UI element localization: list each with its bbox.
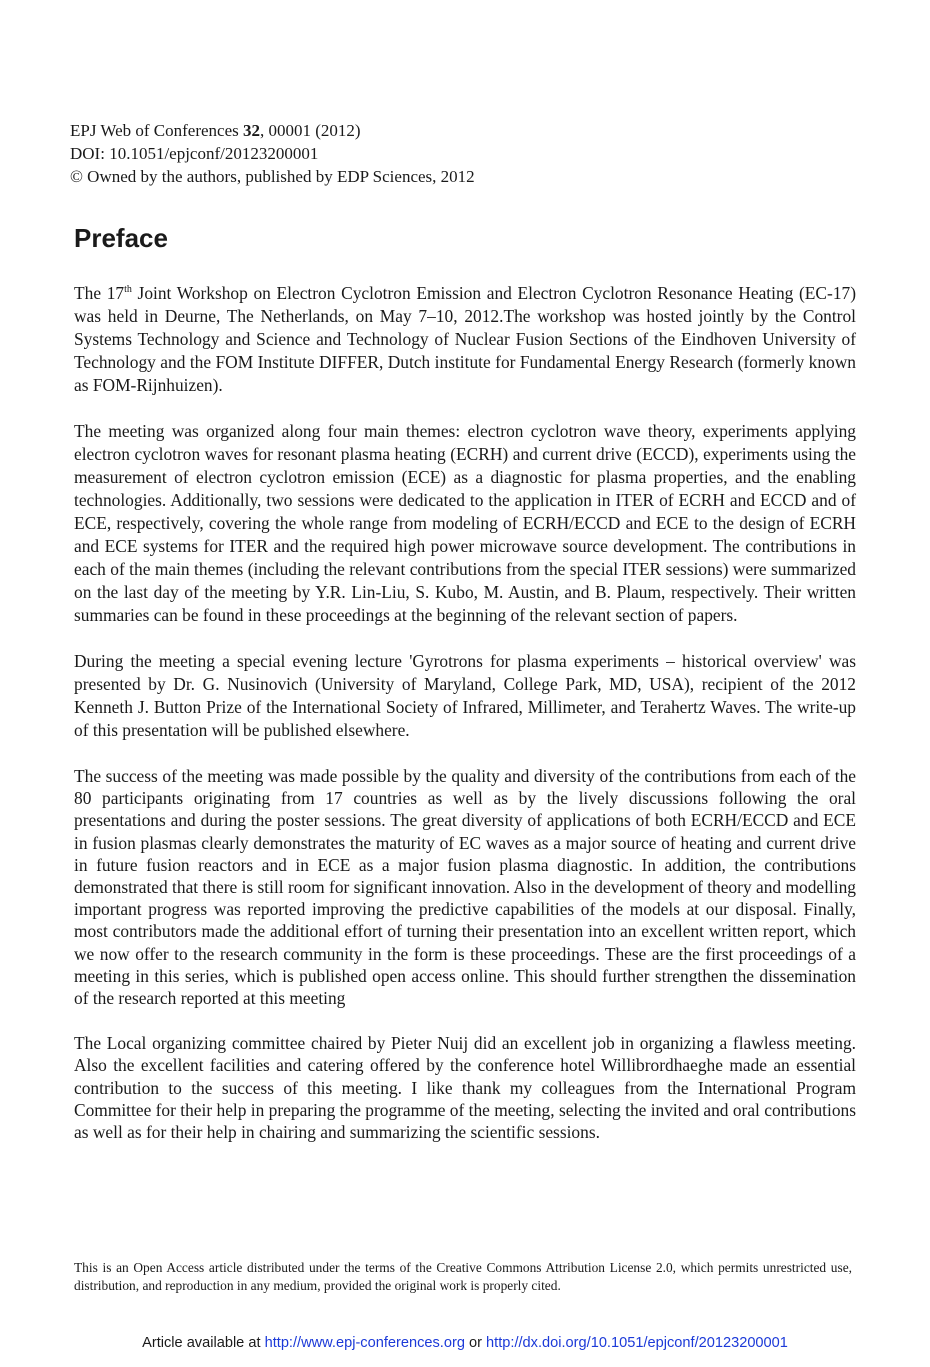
journal-citation [70,119,475,142]
copyright-icon: © [70,167,83,186]
paragraph-workshop-intro [74,282,856,397]
paragraph-evening-lecture: During the meeting a special evening lecture 'Gyrotrons for plasma experiments – historical overview' was presented by Dr. G. Nusinovich (University of Maryland, College Park, MD, USA), recipient of the 2012 Kenneth J. Button Prize of the International Society of Infrared, Millimeter, and Terahertz Waves. The write-up of this presentation will be published elsewhere. [74,651,856,740]
doi-line: DOI: 10.1051/epjconf/20123200001 [70,144,319,163]
paragraph-acknowledgements: The Local organizing committee chaired by Pieter Nuij did an excellent job in organizing a flawless meeting. Also the excellent facilities and catering offered by the conference hotel Willibrordhaeghe made an essential contribution to the success of this meeting. I like thank my colleagues from the International Program Committee for their help in preparing the programme of the meeting, selecting the invited and oral contributions as well as for their help in chairing and summarizing the scientific sessions. [74,1033,856,1143]
p1-start: The 17 [74,283,125,303]
page-footer [0,1333,930,1353]
footer-or: or [464,1335,487,1351]
footer-prefix: Article available at [142,1335,265,1351]
p1-rest: Joint Workshop on Electron Cyclotron Emission and Electron Cyclotron Resonance Heating (EC-17) was held in Deurne, The Netherlands, on May 7–10, 2012.The workshop was hosted jointly by the Control Systems Technology and Science and Technology of Nuclear Fusion Sections of the Eindhoven University of Technology and the FOM Institute DIFFER, Dutch institute for Fundamental Energy Research (formerly known as FOM-Rijnhuizen). [74,283,857,395]
ordinal-superscript: th [124,284,132,295]
open-access-footnote: This is an Open Access article distributed under the terms of the Creative Commons Attribution License 2.0, which permits unrestricted use, distribution, and reproduction in any medium, provided the original work is properly cited. [74,1260,852,1293]
copyright-text: Owned by the authors, published by EDP Sciences, 2012 [82,167,475,186]
journal-volume: 32 [243,121,260,140]
preface-body [74,282,856,1166]
doi-link[interactable]: http://dx.doi.org/10.1051/epjconf/20123200001 [486,1335,788,1351]
copyright-line [70,165,475,188]
journal-name: EPJ Web of Conferences [70,121,243,140]
epj-conferences-link[interactable]: http://www.epj-conferences.org [264,1335,465,1351]
paragraph-success: The success of the meeting was made possible by the quality and diversity of the contributions from each of the 80 participants originating from 17 countries as well as by the lively discussions following the oral presentations and during the poster sessions. The great diversity of applications of both ECRH/ECCD and ECE in fusion plasmas clearly demonstrates the maturity of EC waves as a major source of heating and current drive in future fusion reactors and in ECE as a major fusion plasma diagnostic. In addition, the contributions demonstrated that there is still room for significant innovation. Also in the development of theory and modelling important progress was reported improving the predictive capabilities of the models at our disposal. Finally, most contributors made the additional effort of turning their presentation into an excellent written report, which we now offer to the research community in the form is these proceedings. These are the first proceedings of a meeting in this series, which is published open access online. This should further strengthen the dissemination of the research reported at this meeting [74,766,856,1009]
article-header [70,119,475,188]
paragraph-themes: The meeting was organized along four main themes: electron cyclotron wave theory, experiments applying electron cyclotron waves for resonant plasma heating (ECRH) and current drive (ECCD), experiments using the measurement of electron cyclotron emission (ECE) as a diagnostic for plasma properties, and the enabling technologies. Additionally, two sessions were dedicated to the application in ITER of ECRH and ECCD and of ECE, respectively, covering the whole range from modeling of ECRH/ECCD and ECE to the design of ECRH and ECE systems for ITER and the required high power microwave source development. The contributions in each of the main themes (including the relevant contributions from the special ITER sessions) were summarized on the last day of the meeting by Y.R. Lin-Liu, S. Kubo, M. Austin, and B. Plaum, respectively. Their written summaries can be found in these proceedings at the beginning of the relevant section of papers. [74,421,856,625]
page-title: Preface [74,223,168,253]
article-number: , 00001 (2012) [260,121,361,140]
